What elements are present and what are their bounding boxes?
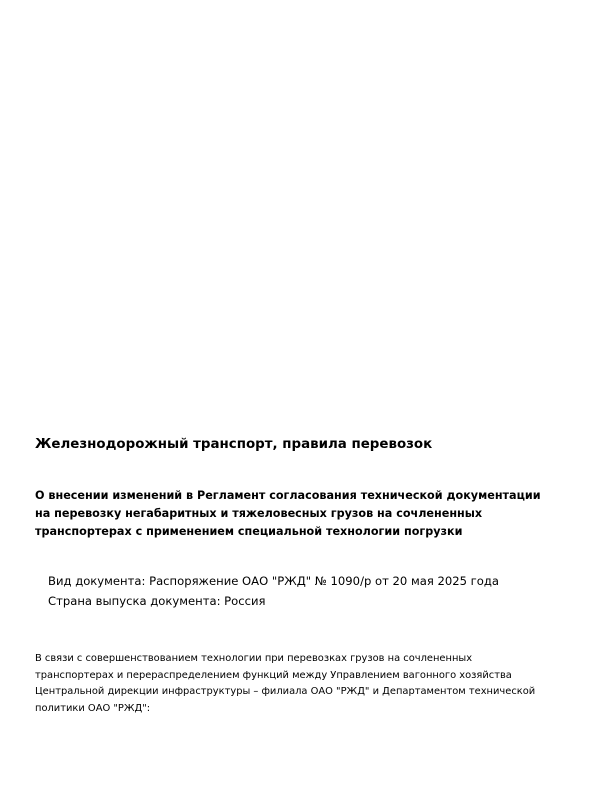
document-body <box>35 651 595 717</box>
document-country: Страна выпуска документа: Россия <box>48 593 266 608</box>
document-title <box>35 487 595 541</box>
body-line: транспортерах и перераспределением функций между Управлением вагонного хозяйства <box>35 669 512 681</box>
document-meta <box>48 572 598 611</box>
body-line: Центральной дирекции инфраструктуры – филиала ОАО "РЖД" и Департаментом технической <box>35 686 536 697</box>
document-title-line: транспортерах с применением специальной технологии погрузки <box>35 525 463 538</box>
document-category: Железнодорожный транспорт, правила перевозок <box>35 437 433 452</box>
document-title-line: на перевозку негабаритных и тяжеловесных грузов на сочлененных <box>35 507 483 520</box>
document-type: Вид документа: Распоряжение ОАО "РЖД" № 1090/р от 20 мая 2025 года <box>48 574 499 588</box>
body-line: В связи с совершенствованием технологии при перевозках грузов на сочлененных <box>35 653 473 664</box>
body-line: политики ОАО "РЖД": <box>35 702 151 714</box>
document-title-line: О внесении изменений в Регламент согласования технической документации <box>35 489 541 502</box>
